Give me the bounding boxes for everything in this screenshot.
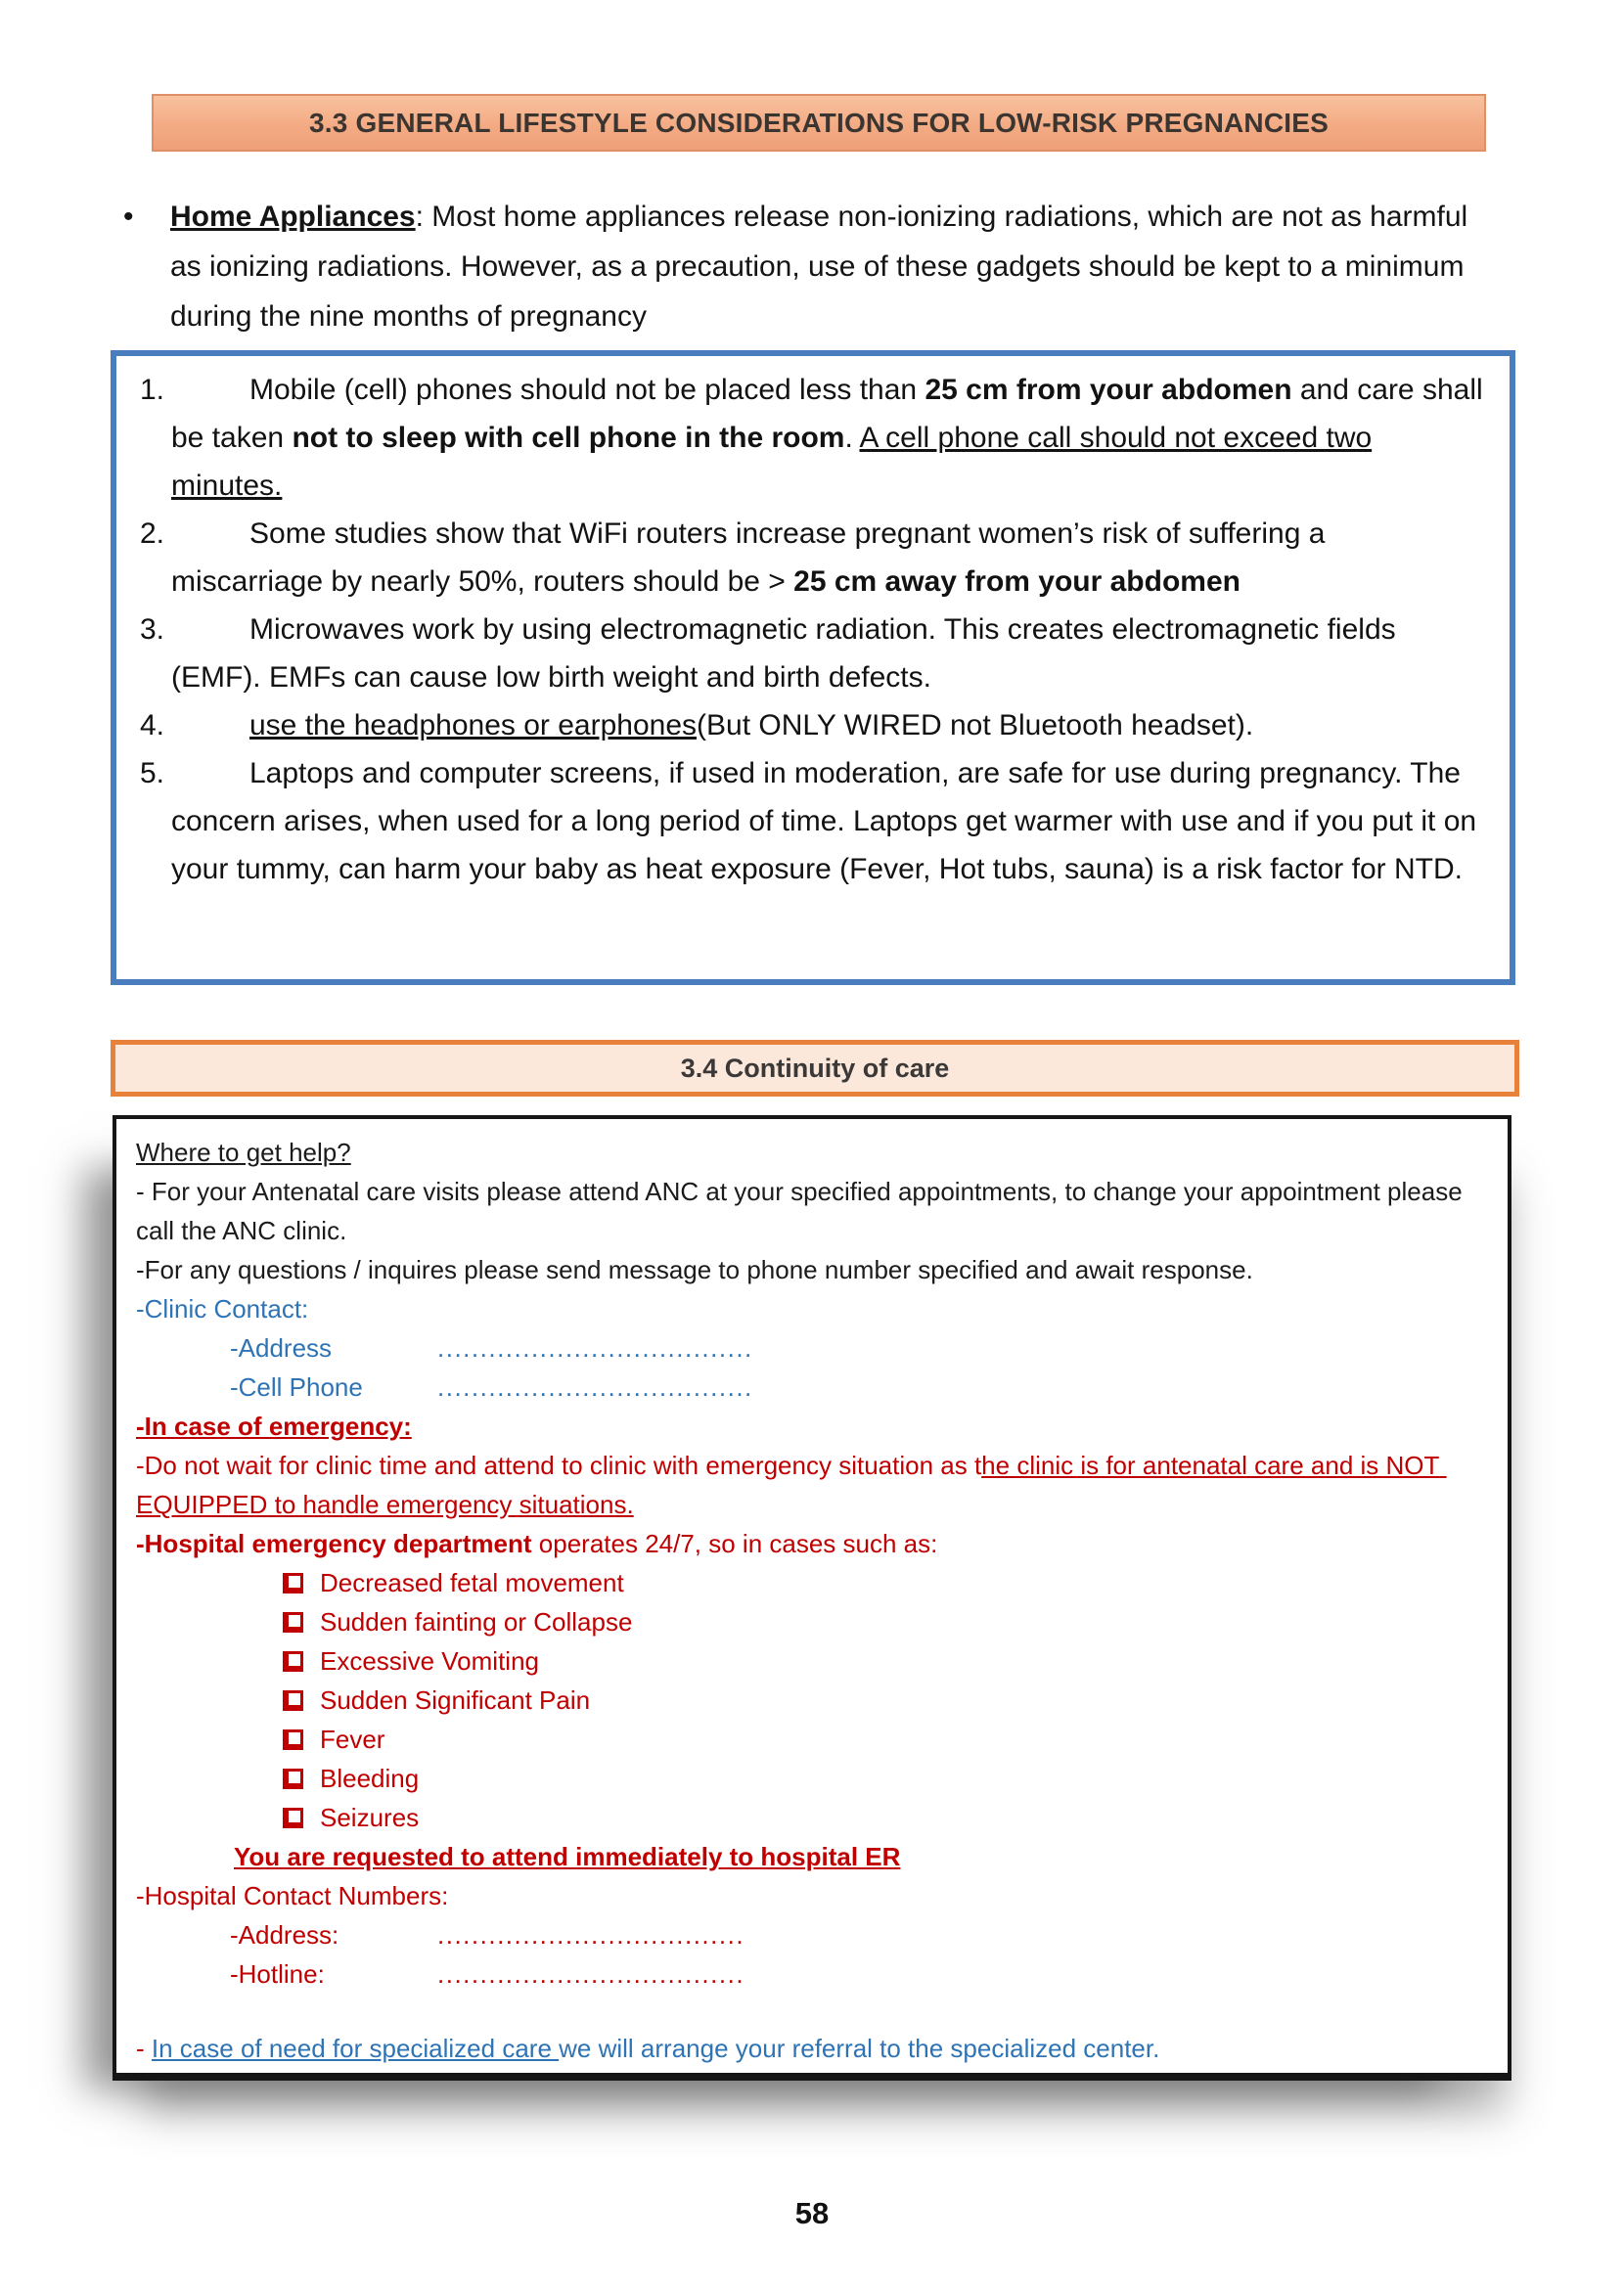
symptom-item-7 bbox=[283, 1798, 1488, 1837]
where-to-get-help-heading: Where to get help? bbox=[136, 1138, 351, 1167]
symptom-item-5 bbox=[283, 1720, 1488, 1759]
hospital-hotline-row bbox=[230, 1954, 1488, 1994]
hospital-contact-label: -Hospital Contact Numbers: bbox=[136, 1881, 449, 1910]
emergency-paragraph: -Do not wait for clinic time and attend to clinic with emergency situation as the clinic is for antenatal care and is NOT EQUIPPED to handle emergency situations. bbox=[136, 1451, 1447, 1519]
list-item-1 bbox=[140, 366, 1484, 510]
clinic-address-row bbox=[230, 1328, 1488, 1368]
section-34-header: 3.4 Continuity of care bbox=[111, 1040, 1519, 1097]
checkbox-icon bbox=[283, 1651, 303, 1672]
symptom-item-3 bbox=[283, 1641, 1488, 1681]
list-item-2 bbox=[140, 510, 1484, 606]
symptom-label: Sudden Significant Pain bbox=[320, 1685, 591, 1715]
list-item-text: Some studies show that WiFi routers increase pregnant women’s risk of suffering a miscarriage by nearly 50%, routers should be > 25 cm away from your abdomen bbox=[171, 517, 1326, 598]
list-item-text: use the headphones or earphones(But ONLY WIRED not Bluetooth headset). bbox=[249, 709, 1254, 741]
symptom-label: Bleeding bbox=[320, 1764, 420, 1793]
anc-visits-paragraph: - For your Antenatal care visits please attend ANC at your specified appointments, to change your appointment please call the ANC clinic. bbox=[136, 1177, 1469, 1245]
list-item-text: Microwaves work by using electromagnetic radiation. This creates electromagnetic fields (EMF). EMFs can cause low birth weight and birth defects. bbox=[171, 613, 1396, 694]
clinic-cellphone-label: -Cell Phone bbox=[230, 1372, 363, 1402]
list-number: 3. bbox=[140, 613, 165, 646]
hospital-hotline-label: -Hotline: bbox=[230, 1959, 325, 1989]
radiation-precautions-box bbox=[111, 350, 1515, 985]
symptom-label: Fever bbox=[320, 1725, 385, 1754]
checkbox-icon bbox=[283, 1573, 303, 1593]
symptom-item-1 bbox=[283, 1563, 1488, 1602]
list-item-3 bbox=[140, 606, 1484, 701]
list-item-text: Laptops and computer screens, if used in moderation, are safe for use during pregnancy. The concern arises, when used for a long period of time. Laptops get warmer with use and if you put it on your tummy, can harm your baby as heat exposure (Fever, Hot tubs, sauna) is a risk factor for NTD. bbox=[171, 757, 1477, 885]
home-appliances-text: Home Appliances: Most home appliances release non-ionizing radiations, which are not as harmful as ionizing radiations. However, as a precaution, use of these gadgets should be kept to a minimum during the nine months of pregnancy bbox=[170, 201, 1468, 333]
dotted-line: .................................... bbox=[437, 1959, 745, 1989]
hospital-address-label: -Address: bbox=[230, 1920, 339, 1950]
list-item-text: Mobile (cell) phones should not be placed less than 25 cm from your abdomen and care shall be taken not to sleep with cell phone in the room. A cell phone call should not exceed two minutes. bbox=[171, 374, 1483, 502]
symptom-item-4 bbox=[283, 1681, 1488, 1720]
page-number: 58 bbox=[794, 2196, 830, 2230]
list-number: 1. bbox=[140, 374, 165, 406]
checkbox-icon bbox=[283, 1729, 303, 1750]
clinic-contact-label: -Clinic Contact: bbox=[136, 1294, 309, 1324]
dotted-line: .................................... bbox=[437, 1920, 745, 1950]
section-33-header: 3.3 GENERAL LIFESTYLE CONSIDERATIONS FOR LOW-RISK PREGNANCIES bbox=[152, 94, 1486, 152]
clinic-cellphone-row bbox=[230, 1368, 1488, 1407]
attend-er-line: You are requested to attend immediately to hospital ER bbox=[234, 1842, 901, 1871]
symptom-label: Decreased fetal movement bbox=[320, 1568, 624, 1597]
checkbox-icon bbox=[283, 1808, 303, 1828]
list-item-5 bbox=[140, 749, 1484, 893]
questions-paragraph: -For any questions / inquires please send message to phone number specified and await response. bbox=[136, 1255, 1253, 1284]
symptom-label: Seizures bbox=[320, 1803, 420, 1832]
home-appliances-paragraph bbox=[123, 192, 1488, 341]
list-item-4 bbox=[140, 701, 1484, 749]
checkbox-icon bbox=[283, 1769, 303, 1789]
list-number: 5. bbox=[140, 757, 165, 789]
bullet-icon: • bbox=[123, 201, 134, 233]
checkbox-icon bbox=[283, 1690, 303, 1711]
referral-line: - In case of need for specialized care we will arrange your referral to the specialized center. bbox=[136, 2034, 1160, 2063]
symptom-item-2 bbox=[283, 1602, 1488, 1641]
list-number: 2. bbox=[140, 517, 165, 550]
hospital-emergency-line: -Hospital emergency department operates 24/7, so in cases such as: bbox=[136, 1529, 938, 1558]
clinic-address-label: -Address bbox=[230, 1333, 333, 1363]
continuity-of-care-box bbox=[113, 1115, 1511, 2081]
list-number: 4. bbox=[140, 709, 165, 741]
hospital-address-row bbox=[230, 1915, 1488, 1954]
dotted-line: ..................................... bbox=[437, 1333, 753, 1363]
symptom-label: Excessive Vomiting bbox=[320, 1646, 539, 1676]
dotted-line: ..................................... bbox=[437, 1372, 753, 1402]
symptom-label: Sudden fainting or Collapse bbox=[320, 1607, 633, 1637]
symptom-item-6 bbox=[283, 1759, 1488, 1798]
emergency-heading: -In case of emergency: bbox=[136, 1412, 412, 1441]
checkbox-icon bbox=[283, 1612, 303, 1633]
